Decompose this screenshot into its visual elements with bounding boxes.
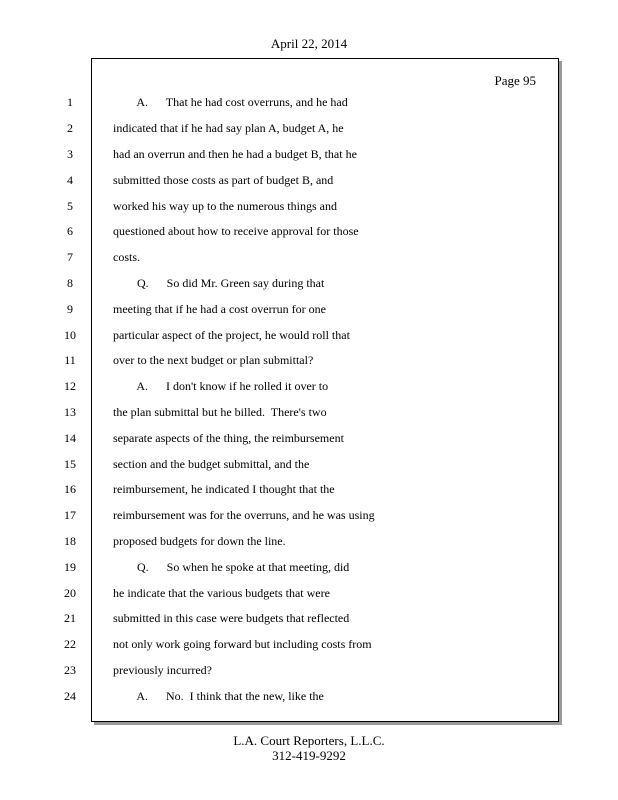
line-number: 19 [64,560,76,574]
transcript-line [0,145,560,163]
transcript-line [0,403,560,421]
transcript-line [0,119,560,137]
line-text: worked his way up to the numerous things and [113,199,337,213]
transcript-line [0,455,560,473]
line-number: 22 [64,637,76,651]
line-number: 23 [64,663,76,677]
line-text: he indicate that the various budgets that were [113,586,330,600]
line-text: reimbursement was for the overruns, and he was using [113,508,375,522]
line-number: 2 [67,121,73,135]
line-text: submitted those costs as part of budget B, and [113,173,334,187]
line-text: meeting that if he had a cost overrun for one [113,302,326,316]
line-number: 1 [67,95,73,109]
line-text: Q. So did Mr. Green say during that [113,276,325,290]
transcript-line [0,248,560,266]
transcript-line [0,300,560,318]
line-text: questioned about how to receive approval for those [113,224,359,238]
transcript-line [0,274,560,292]
transcript-line [0,687,560,705]
transcript-line [0,326,560,344]
transcript-line [0,506,560,524]
transcript-line [0,635,560,653]
line-number: 13 [64,405,76,419]
transcript-line [0,609,560,627]
line-text: section and the budget submittal, and the [113,457,310,471]
line-text: reimbursement, he indicated I thought that the [113,482,335,496]
line-number: 11 [64,353,76,367]
page-number: Page 95 [494,73,536,88]
line-number: 12 [64,379,76,393]
line-text: the plan submittal but he billed. There's two [113,405,327,419]
line-text: Q. So when he spoke at that meeting, did [113,560,350,574]
transcript-line [0,429,560,447]
line-text: over to the next budget or plan submittal? [113,353,314,367]
line-number: 18 [64,534,76,548]
line-number: 24 [64,689,76,703]
line-text: had an overrun and then he had a budget B, that he [113,147,357,161]
footer-company: L.A. Court Reporters, L.L.C. [233,733,385,748]
line-text: previously incurred? [113,663,212,677]
line-number: 8 [67,276,73,290]
line-number: 9 [67,302,73,316]
transcript-line [0,197,560,215]
line-text: not only work going forward but including costs from [113,637,372,651]
line-number: 3 [67,147,73,161]
line-text: particular aspect of the project, he would roll that [113,328,350,342]
line-number: 7 [67,250,73,264]
transcript-date: April 22, 2014 [270,36,348,51]
line-number: 17 [64,508,76,522]
line-number: 6 [67,224,73,238]
line-text: proposed budgets for down the line. [113,534,286,548]
line-number: 15 [64,457,76,471]
transcript-line [0,661,560,679]
line-text: A. No. I think that the new, like the [113,689,324,703]
transcript-line [0,351,560,369]
line-text: separate aspects of the thing, the reimbursement [113,431,344,445]
transcript-line [0,558,560,576]
transcript-line [0,532,560,550]
line-text: indicated that if he had say plan A, budget A, he [113,121,344,135]
line-number: 5 [67,199,73,213]
line-number: 21 [64,611,76,625]
line-number: 14 [64,431,76,445]
line-text: costs. [113,250,140,264]
line-number: 4 [67,173,73,187]
footer-phone: 312-419-9292 [272,748,346,763]
line-number: 10 [64,328,76,342]
line-text: submitted in this case were budgets that reflected [113,611,350,625]
transcript-line [0,171,560,189]
transcript-line [0,222,560,240]
line-number: 20 [64,586,76,600]
transcript-line [0,377,560,395]
transcript-line [0,93,560,111]
transcript-line [0,480,560,498]
line-text: A. That he had cost overruns, and he had [113,95,348,109]
line-number: 16 [64,482,76,496]
line-text: A. I don't know if he rolled it over to [113,379,329,393]
transcript-line [0,584,560,602]
